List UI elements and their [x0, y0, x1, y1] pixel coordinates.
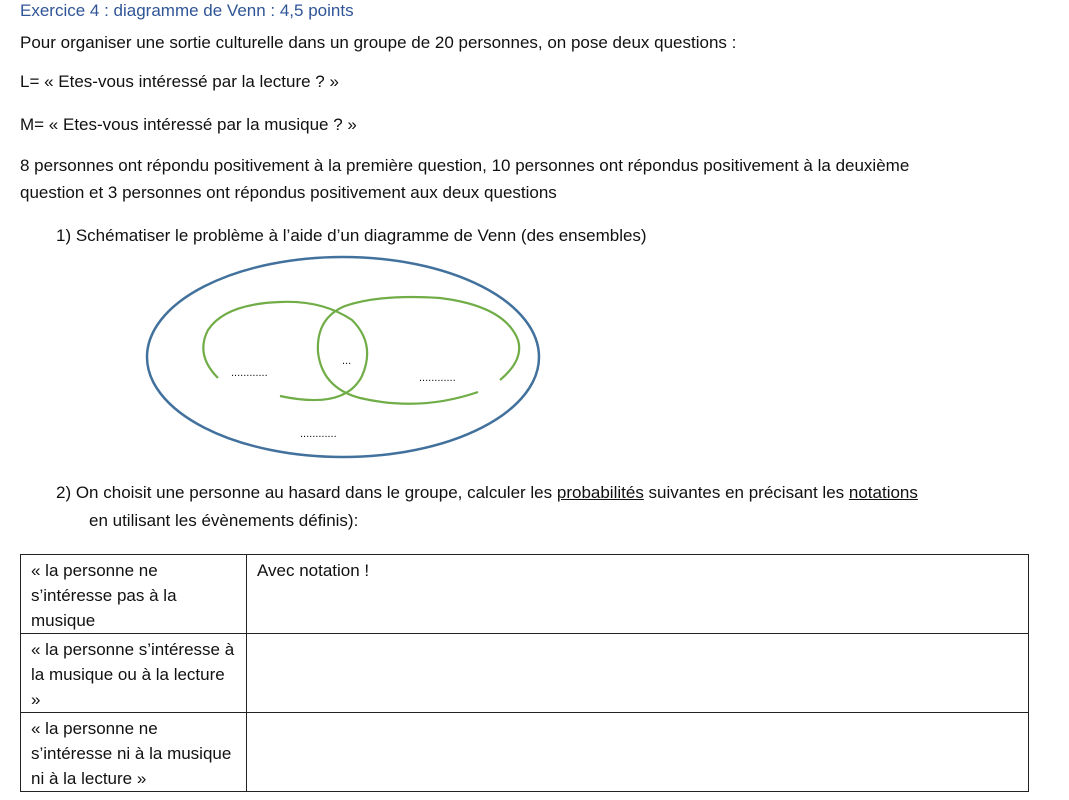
blank-m-only[interactable]: ............	[419, 372, 456, 384]
underlined-notations: notations	[848, 483, 918, 502]
probability-table	[20, 554, 1029, 792]
event-l-definition: L= « Etes-vous intéressé par la lecture ? »	[20, 72, 339, 91]
question-2-line2: en utilisant les évènements définis):	[89, 511, 359, 530]
row3-answer-cell[interactable]	[247, 713, 1029, 792]
table-row	[21, 555, 1029, 634]
row2-label: « la personne s’intéresse à la musique ou à la lecture »	[21, 634, 247, 713]
row2-answer-cell[interactable]	[247, 634, 1029, 713]
question-1: 1) Schématiser le problème à l’aide d’un diagramme de Venn (des ensembles)	[56, 226, 647, 245]
table-row	[21, 713, 1029, 792]
table-row	[21, 634, 1029, 713]
data-statement-line1: 8 personnes ont répondu positivement à la première question, 10 personnes ont répondus positivement à la deuxième	[20, 156, 910, 175]
question-2-mid: suivantes en précisant les	[643, 483, 849, 502]
data-statement-line2: question et 3 personnes ont répondus positivement aux deux questions	[20, 183, 557, 202]
question-2	[56, 482, 918, 504]
row3-label: « la personne ne s’intéresse ni à la musique ni à la lecture »	[21, 713, 247, 792]
row1-label: « la personne ne s’intéresse pas à la musique	[21, 555, 247, 634]
row1-answer-cell[interactable]: Avec notation !	[247, 555, 1029, 634]
intro-text: Pour organiser une sortie culturelle dans un groupe de 20 personnes, on pose deux questions :	[20, 33, 737, 52]
blank-outside[interactable]: ............	[300, 428, 337, 440]
question-2-pre: 2) On choisit une personne au hasard dans le groupe, calculer les	[56, 483, 557, 502]
blank-l-only[interactable]: ............	[231, 367, 268, 379]
underlined-probabilites: probabilités	[556, 483, 644, 502]
event-m-definition: M= « Etes-vous intéressé par la musique ? »	[20, 115, 357, 134]
exercise-title: Exercice 4 : diagramme de Venn : 4,5 points	[20, 1, 354, 20]
blank-intersection[interactable]: ...	[342, 355, 352, 367]
